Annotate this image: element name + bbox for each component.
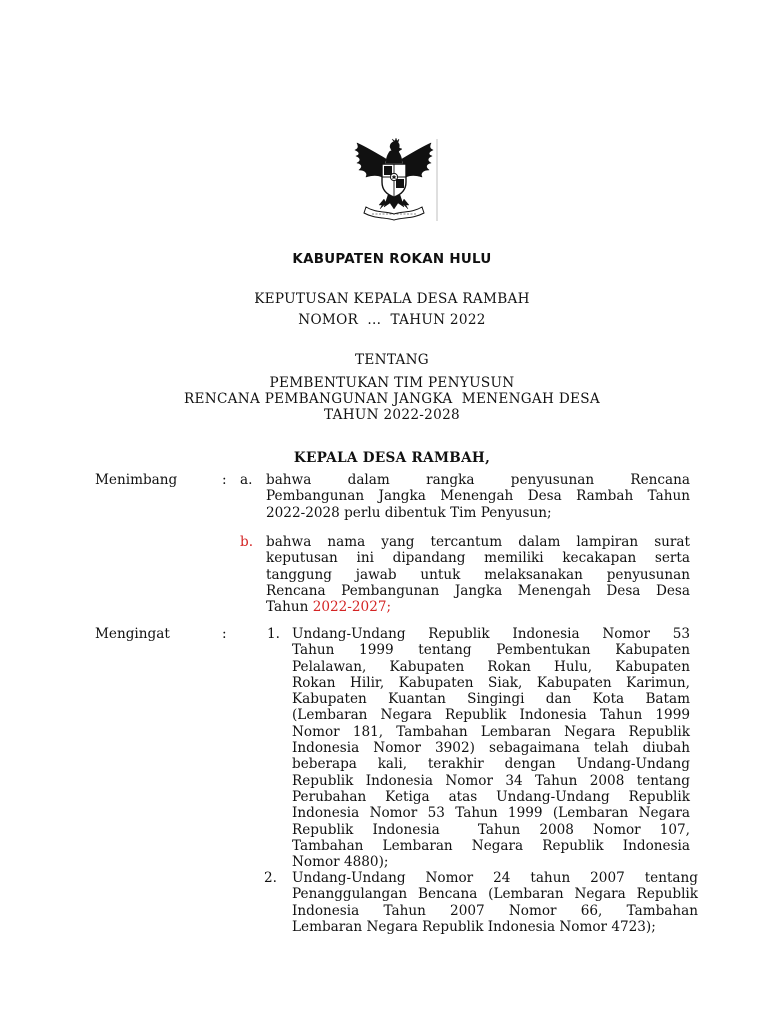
highlighted-year: 2022-2027; [312,599,392,616]
text-line: Republik Indonesia Tahun 2008 Nomor 107, [292,821,690,838]
mengingat-item-1-text [292,626,690,870]
official-comma: , [485,450,491,466]
text-line: Nomor 181, Tambahan Lembaran Negara Republik [292,723,690,740]
menimbang-a-text [266,472,690,521]
title-line-3: TAHUN 2022-2028 [324,407,460,423]
text-line: (Lembaran Negara Republik Indonesia Tahun 1999 [292,707,690,724]
text-line [266,599,690,615]
text-line: Nomor 4880); [292,854,389,871]
mengingat-item-2-number: 2. [264,870,277,886]
menimbang-a-letter: a. [240,472,253,488]
regency-heading: KABUPATEN ROKAN HULU [292,252,492,267]
text-line: 2022-2028 perlu dibentuk Tim Penyusun; [266,504,552,521]
text-line: tanggung jawab untuk melaksanakan penyusunan [266,566,690,583]
menimbang-b-letter: b. [240,534,254,550]
title-line-1: PEMBENTUKAN TIM PENYUSUN [269,375,515,391]
text-line: Tahun 1999 tentang Pembentukan Kabupaten [292,642,690,659]
text-line: Pelalawan, Kabupaten Rokan Hulu, Kabupaten [292,658,690,675]
text-line: Tambahan Lembaran Negara Republik Indonesia [292,837,690,854]
mengingat-colon: : [222,626,227,642]
text-line: Perubahan Ketiga atas Undang-Undang Republik [292,788,690,805]
decision-title: KEPUTUSAN KEPALA DESA RAMBAH [254,291,530,307]
text-line: keputusan ini dipandang memiliki kecakapan serta [266,550,690,567]
text-line: bahwa dalam rangka penyusunan Rencana [266,472,690,488]
text-line: Penanggulangan Bencana (Lembaran Negara Republik [292,886,698,903]
text-line: Indonesia Nomor 53 Tahun 1999 (Lembaran Negara [292,805,690,822]
text-line: Undang-Undang Republik Indonesia Nomor 53 [292,626,690,642]
about-heading: TENTANG [355,352,429,368]
text-line: Undang-Undang Nomor 24 tahun 2007 tentang [292,870,698,886]
text-line: Rokan Hilir, Kabupaten Siak, Kabupaten Karimun, [292,674,690,691]
mengingat-item-1-number: 1. [267,626,280,642]
text-line: bahwa nama yang tercantum dalam lampiran surat [266,534,690,550]
year-prefix: Tahun [266,599,313,616]
menimbang-colon: : [222,472,227,488]
text-line: Republik Indonesia Nomor 34 Tahun 2008 tentang [292,772,690,789]
text-line: Pembangunan Jangka Menengah Desa Rambah Tahun [266,488,690,505]
menimbang-b-text [266,534,690,615]
official-title: KEPALA DESA RAMBAH [293,450,486,466]
text-line: beberapa kali, terakhir dengan Undang-Undang [292,756,690,773]
text-line: Indonesia Nomor 3902) sebagaimana telah diubah [292,740,690,757]
mengingat-label: Mengingat [95,626,170,642]
text-line: Indonesia Tahun 2007 Nomor 66, Tambahan [292,902,698,919]
text-line: Kabupaten Kuantan Singingi dan Kota Batam [292,691,690,708]
decision-number: NOMOR ... TAHUN 2022 [298,312,486,328]
garuda-pancasila-emblem [346,137,442,223]
official-heading [0,450,768,466]
menimbang-label: Menimbang [95,472,178,488]
title-line-2: RENCANA PEMBANGUNAN JANGKA MENENGAH DESA [184,391,600,407]
mengingat-item-2-text [292,870,698,935]
text-line: Rencana Pembangunan Jangka Menengah Desa Desa [266,582,690,599]
text-line: Lembaran Negara Republik Indonesia Nomor 4723); [292,918,656,935]
